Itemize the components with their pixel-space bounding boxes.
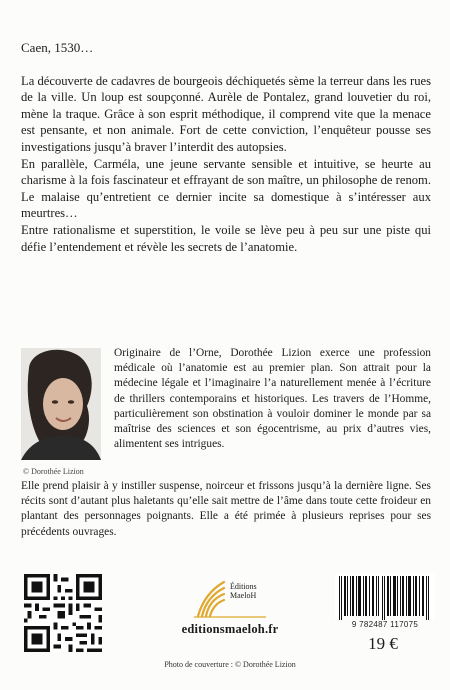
- barcode: [335, 574, 435, 620]
- author-photo: [21, 348, 101, 460]
- author-photo-credit: © Dorothée Lizion: [23, 467, 84, 476]
- publisher-website[interactable]: editionsmaeloh.fr: [181, 622, 279, 636]
- qr-code-icon: [24, 574, 102, 652]
- publisher-name-line-2: MaeloH: [230, 591, 257, 600]
- publisher-block: [170, 572, 290, 652]
- synopsis-paragraph-1: La découverte de cadavres de bourgeois déchiquetés sème la terreur dans les rues de la ville. Un loup est soupçonné. Aurèle de Pontalez, grand louvetier du roi, mène la traque. Grâce à son esprit méthodique, il comprend vite que la menace est pensante, et non animale. Fort de cette conviction, l’enquêteur pousse ses investigations jusqu’à braver l’interdit des autopsies.: [21, 73, 431, 154]
- author-bio-paragraph-1: Originaire de l’Orne, Dorothée Lizion exerce une profession médicale où l’anatomie est au premier plan. Son attrait pour la médecine légale et l’imaginaire l’a naturellement menée à l’écriture de thrillers contemporains et historiques. Les travers de l’Homme, particulièrement son obstination à vouloir dominer le monde par sa maîtrise des sciences et son égocentrisme, au prix d’autres vies, alimentent ses intrigues.: [114, 347, 431, 451]
- qr-code[interactable]: [24, 574, 102, 652]
- publisher-name: [230, 582, 257, 600]
- synopsis-paragraph-2: En parallèle, Carméla, une jeune servante sensible et intuitive, se heurte au charisme à la fois fascinateur et effrayant de son maître, un philosophe de renom. Le malaise qu’entretient ce dernier incite sa domestique à s’intéresser aux meurtres…: [21, 156, 431, 221]
- publisher-name-line-1: Éditions: [230, 582, 257, 591]
- price: 19 €: [368, 634, 398, 653]
- synopsis: [21, 40, 431, 255]
- barcode-icon: [335, 574, 435, 620]
- author-bio-paragraph-2: Elle prend plaisir à y instiller suspense, noirceur et frissons jusqu’à la dernière ligne. Ses récits sont d’autant plus haletants qu’elle sait mettre de l’âme dans toute cette froideur en plantant des personnages poignants. Elle a été primée à plusieurs reprises pour ses précédents ouvrages.: [21, 480, 431, 538]
- author-portrait-image: [21, 348, 101, 460]
- setting-line: Caen, 1530…: [21, 40, 94, 55]
- isbn-number: 9 782487 117075: [351, 620, 419, 629]
- author-bio-top: [114, 346, 431, 452]
- author-bio-bottom: [21, 479, 431, 540]
- cover-photo-credit: Photo de couverture : © Dorothée Lizion: [164, 660, 296, 669]
- synopsis-paragraph-3: Entre rationalisme et superstition, le voile se lève peu à peu sur une piste qui défie l’entendement et révèle les secrets de l’anatomie.: [21, 222, 431, 254]
